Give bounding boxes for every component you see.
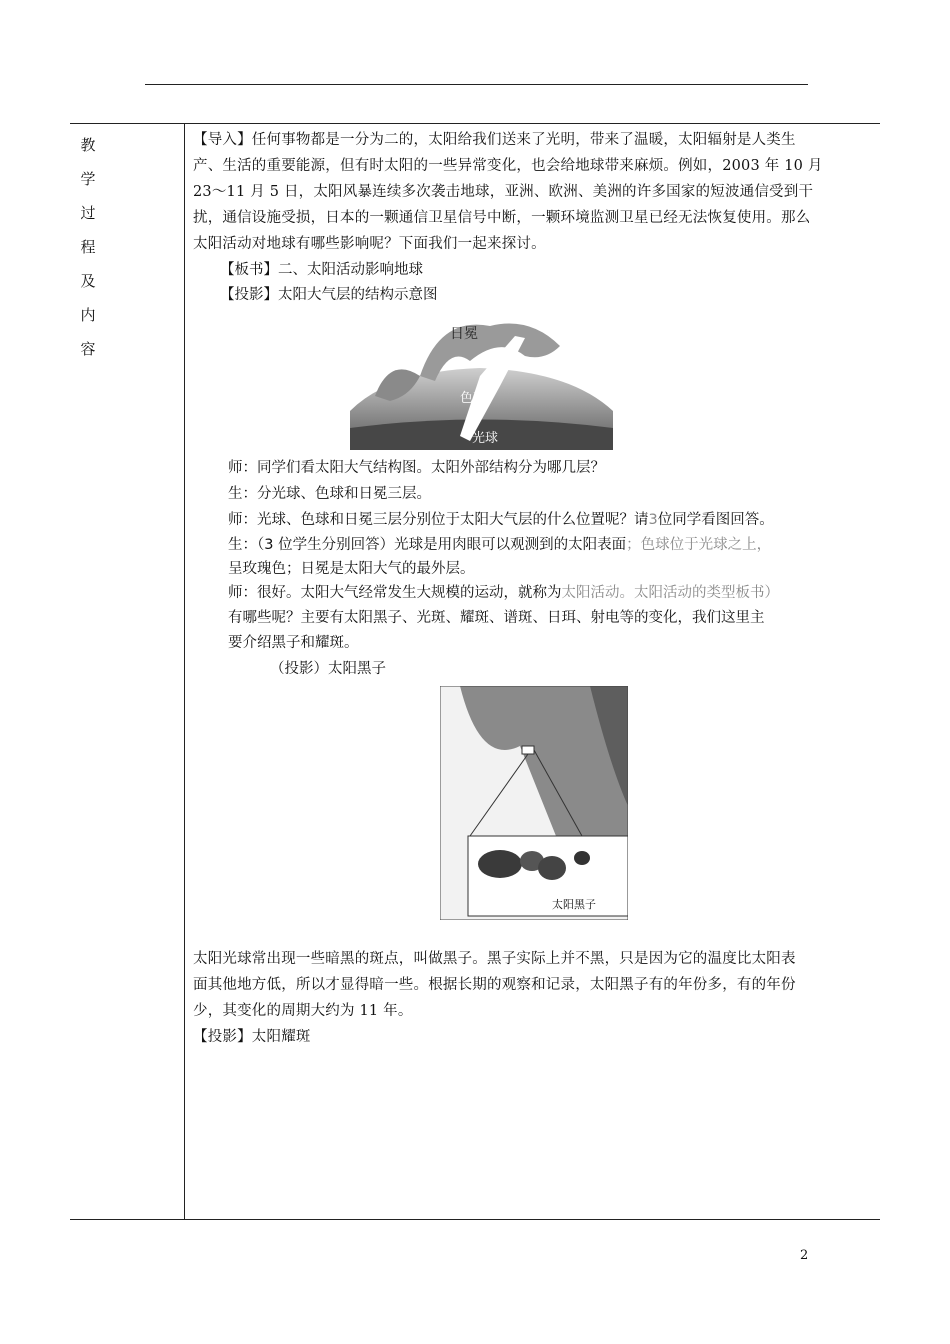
intro-line: 产、生活的重要能源，但有时太阳的一些异常变化，也会给地球带来麻烦。例如，2003 年 10 月 <box>193 158 823 174</box>
sunspot-line: 太阳光球常出现一些暗黑的斑点，叫做黑子。黑子实际上并不黑，只是因为它的温度比太阳表 <box>193 951 796 967</box>
teacher-line: 师：同学们看太阳大气结构图。太阳外部结构分为哪几层？ <box>228 460 605 476</box>
sunspot-label: 太阳黑子 <box>552 898 596 911</box>
section-label-char: 及 <box>80 272 96 290</box>
intro-line: 太阳活动对地球有哪些影响呢？下面我们一起来探讨。 <box>193 236 546 252</box>
teacher-line: 要介绍黑子和耀斑。 <box>228 635 359 651</box>
section-label-char: 容 <box>80 340 96 358</box>
sunspot-image <box>440 686 628 920</box>
table-bottom-border <box>70 1219 880 1220</box>
lesson-table <box>70 123 880 1220</box>
teacher-line-part: 师：很好。太阳大气经常发生大规模的运动，就称为 <box>228 585 562 601</box>
chromosphere-label: 色球 <box>460 391 487 406</box>
sunspot-line: 少，其变化的周期大约为 11 年。 <box>193 1003 413 1019</box>
teacher-line <box>228 507 774 533</box>
section-label <box>78 128 98 366</box>
board-heading: 【板书】二、太阳活动影响地球 <box>220 262 423 278</box>
teacher-line <box>228 580 779 606</box>
table-top-border <box>70 123 880 124</box>
photosphere-label: 光球 <box>472 431 499 446</box>
projection-heading: （投影）太阳黑子 <box>270 661 386 677</box>
section-label-char: 内 <box>80 306 96 324</box>
sunspot-line: 面其他地方低，所以才显得暗一些。根据长期的观察和记录，太阳黑子有的年份多，有的年份 <box>193 977 796 993</box>
table-column-divider <box>184 123 185 1220</box>
section-label-char: 程 <box>80 238 96 256</box>
section-label-char: 过 <box>80 204 96 222</box>
header-rule <box>145 84 808 85</box>
teacher-line: 有哪些呢？主要有太阳黑子、光斑、耀斑、谱斑、日珥、射电等的变化，我们这里主 <box>228 610 765 626</box>
student-line-part: ；色球位于光球之上， <box>626 537 772 553</box>
section-label-char: 教 <box>80 136 96 154</box>
teacher-line-part: 位同学看图回答。 <box>657 512 774 528</box>
corona-label: 日冕 <box>450 326 478 342</box>
teacher-line-number: 3 <box>648 512 658 528</box>
solar-atmosphere-diagram <box>350 316 613 450</box>
student-line <box>228 532 771 558</box>
intro-line: 23～11 月 5 日，太阳风暴连续多次袭击地球，亚洲、欧洲、美洲的许多国家的短波通信受到干 <box>193 184 814 200</box>
student-line: 呈玫瑰色；日冕是太阳大气的最外层。 <box>228 561 475 577</box>
student-line: 生：分光球、色球和日冕三层。 <box>228 486 431 502</box>
section-label-char: 学 <box>80 170 96 188</box>
projection-heading: 【投影】太阳大气层的结构示意图 <box>220 287 438 303</box>
student-line-part: 生：（3 位学生分别回答）光球是用肉眼可以观测到的太阳表面 <box>228 537 627 553</box>
teacher-line-part: 太阳活动。太阳活动的类型板书） <box>561 585 779 601</box>
projection-heading: 【投影】太阳耀斑 <box>193 1029 311 1045</box>
teacher-line-part: 师：光球、色球和日冕三层分别位于太阳大气层的什么位置呢？请 <box>228 512 649 528</box>
page-number: 2 <box>800 1248 809 1263</box>
intro-line: 扰，通信设施受损，日本的一颗通信卫星信号中断，一颗环境监测卫星已经无法恢复使用。那么 <box>193 210 811 226</box>
intro-line: 【导入】任何事物都是一分为二的，太阳给我们送来了光明，带来了温暖，太阳辐射是人类生 <box>193 132 796 148</box>
